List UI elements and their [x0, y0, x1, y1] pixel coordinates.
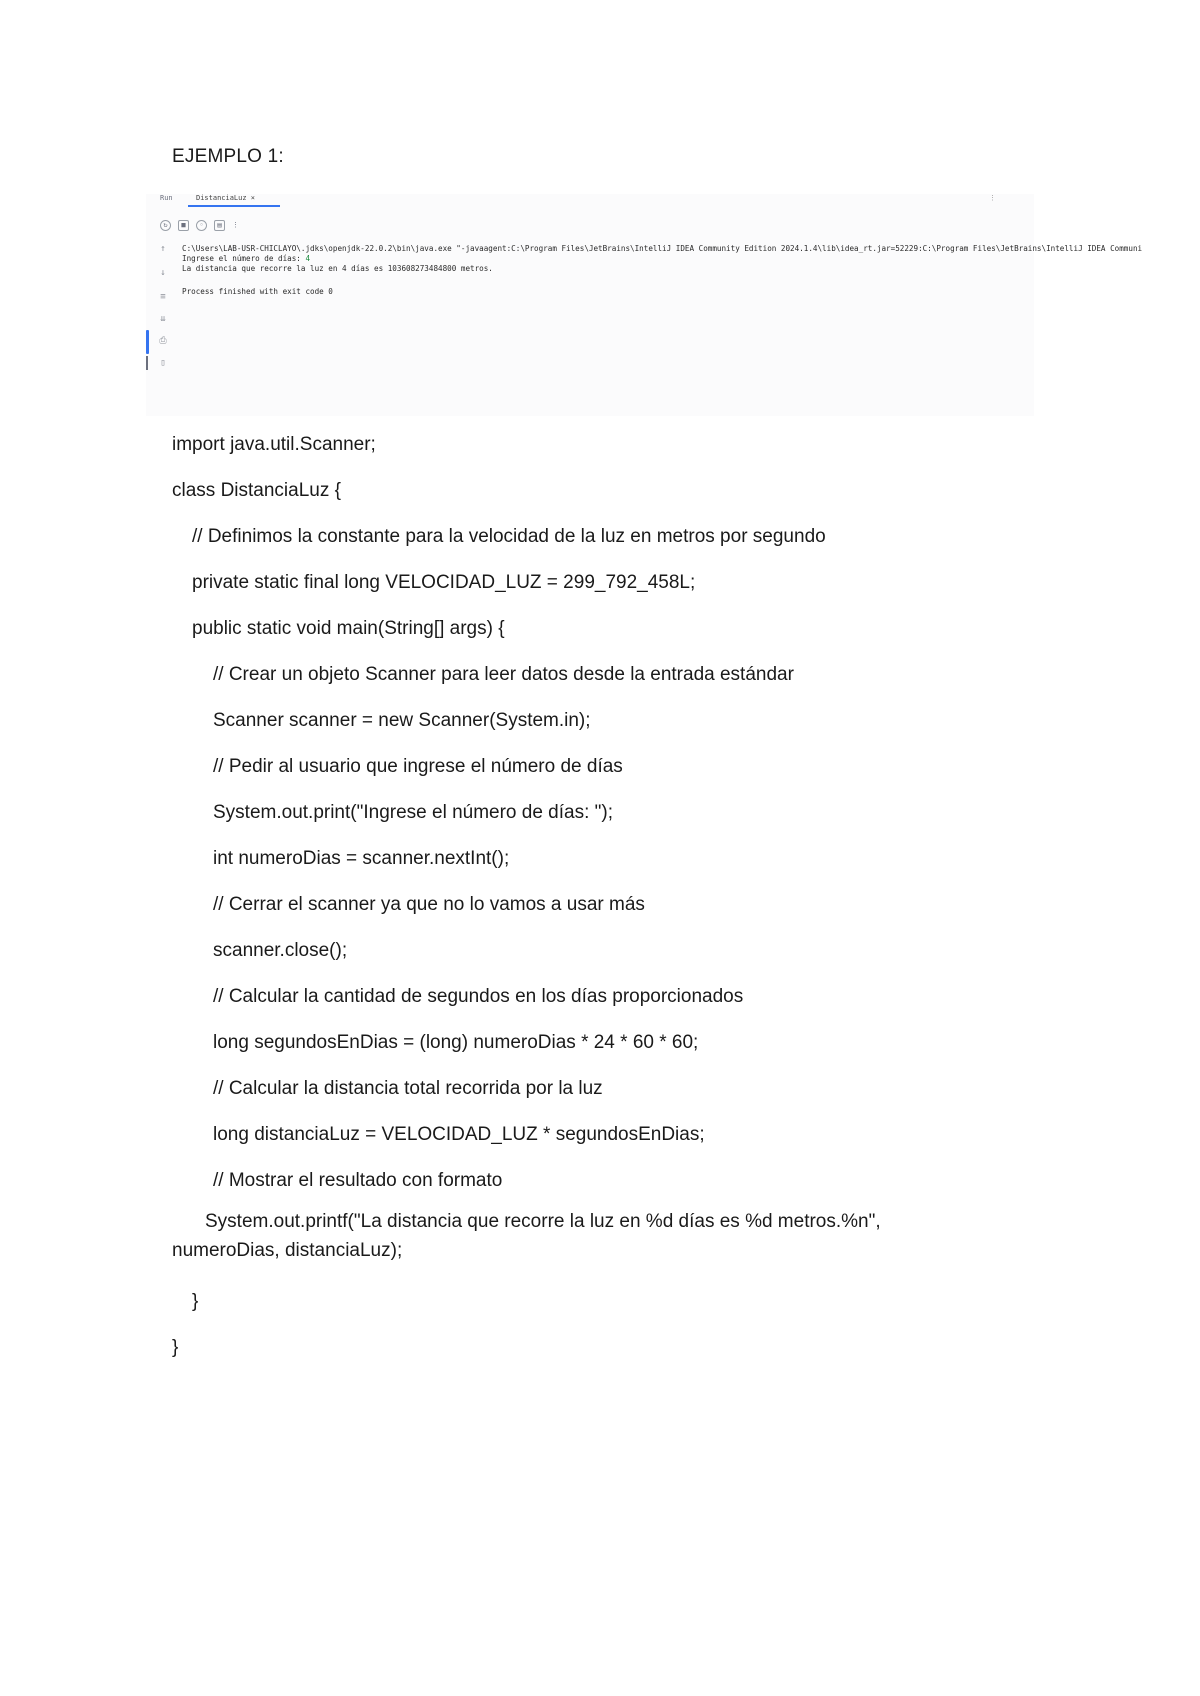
run-toolbar [160, 218, 239, 232]
code-comment: // Crear un objeto Scanner para leer datos desde la entrada estándar [213, 664, 794, 685]
soft-wrap-icon[interactable]: ≡ [160, 292, 166, 302]
code-comment: // Calcular la distancia total recorrida por la luz [213, 1078, 603, 1099]
code-line: long distanciaLuz = VELOCIDAD_LUZ * segundosEnDias; [213, 1124, 705, 1145]
restore-layout-icon[interactable]: ▤ [214, 220, 225, 231]
run-tool-window-tabs [146, 194, 1034, 210]
code-line: import java.util.Scanner; [172, 434, 376, 455]
console-gutter [146, 238, 176, 408]
code-line: Scanner scanner = new Scanner(System.in); [213, 710, 591, 731]
code-line: int numeroDias = scanner.nextInt(); [213, 848, 510, 869]
console-exit-line: Process finished with exit code 0 [182, 287, 333, 296]
ide-run-console-screenshot [146, 194, 1143, 416]
console-prompt-text: Ingrese el número de días: [182, 254, 306, 263]
print-icon[interactable]: ⎙ [159, 336, 167, 346]
code-comment: // Cerrar el scanner ya que no lo vamos a usar más [213, 894, 645, 915]
active-indicator [146, 330, 149, 354]
camera-icon[interactable]: ◦ [196, 220, 207, 231]
scroll-down-icon[interactable]: ↓ [160, 268, 166, 278]
stop-icon[interactable]: ■ [178, 220, 189, 231]
scroll-up-icon[interactable]: ↑ [160, 244, 166, 254]
code-line: long segundosEnDias = (long) numeroDias * 24 * 60 * 60; [213, 1032, 699, 1053]
tab-distancialuz[interactable] [188, 194, 280, 207]
close-icon[interactable]: × [250, 194, 256, 202]
code-closing-brace: } [192, 1291, 199, 1312]
gutter-marker [146, 356, 148, 370]
console-result-line: La distancia que recorre la luz en 4 días es 103608273484800 metros. [182, 264, 493, 273]
run-label: Run [160, 194, 173, 202]
code-line: System.out.printf("La distancia que recorre la luz en %d días es %d metros.%n", [205, 1211, 881, 1232]
code-line: scanner.close(); [213, 940, 348, 961]
scroll-to-end-icon[interactable]: ⇊ [160, 314, 166, 324]
console-user-input: 4 [305, 254, 311, 263]
code-comment: // Definimos la constante para la velocidad de la luz en metros por segundo [192, 526, 826, 547]
code-line: System.out.print("Ingrese el número de días: "); [213, 802, 614, 823]
example-heading: EJEMPLO 1: [172, 146, 284, 167]
code-line: numeroDias, distanciaLuz); [172, 1240, 403, 1261]
trash-icon[interactable]: ▯ [160, 358, 166, 368]
java-code-listing [172, 422, 1032, 1371]
rerun-icon[interactable]: ↻ [160, 220, 171, 231]
code-line: private static final long VELOCIDAD_LUZ = 299_792_458L; [192, 572, 696, 593]
code-closing-brace: } [172, 1337, 179, 1358]
more-options-icon[interactable]: ⋮ [989, 194, 996, 202]
code-line-wrapped [172, 1204, 1032, 1279]
code-comment: // Pedir al usuario que ingrese el número de días [213, 756, 623, 777]
code-line: public static void main(String[] args) { [192, 618, 505, 639]
console-command-line: C:\Users\LAB-USR-CHICLAYO\.jdks\openjdk-22.0.2\bin\java.exe "-javaagent:C:\Program Files\JetBrains\IntelliJ IDEA Community Edition 2024.1.4\lib\idea_rt.jar=52229:C:\Program Files\JetBrains\IntelliJ IDEA Communi [182, 244, 1143, 253]
console-prompt-line [182, 254, 1034, 264]
console-output [182, 244, 1143, 297]
tab-label: DistanciaLuz [196, 194, 247, 202]
code-line: class DistanciaLuz { [172, 480, 341, 501]
code-comment: // Mostrar el resultado con formato [213, 1170, 503, 1191]
code-comment: // Calcular la cantidad de segundos en los días proporcionados [213, 986, 744, 1007]
toolbar-more-icon[interactable]: ⋮ [232, 220, 239, 229]
